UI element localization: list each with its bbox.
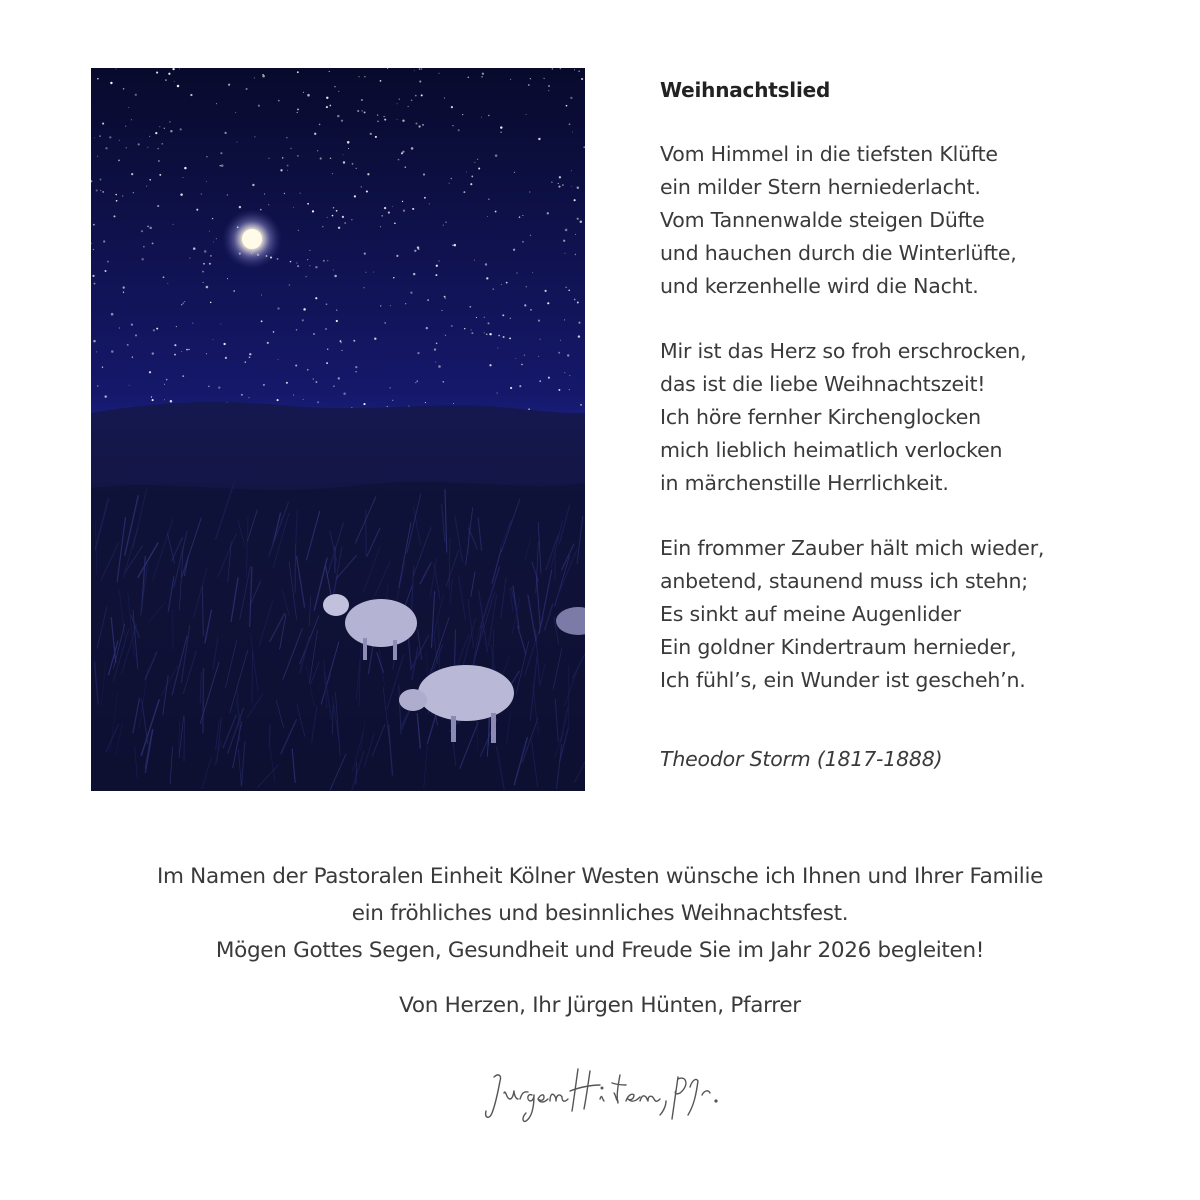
poem-line: das ist die liebe Weihnachtszeit!: [660, 372, 986, 396]
stanza-1: [660, 138, 1180, 303]
poem-line: Vom Himmel in die tiefsten Klüfte: [660, 142, 998, 166]
poem-line: Ein frommer Zauber hält mich wieder,: [660, 536, 1045, 560]
poem-title: Weihnachtslied: [660, 78, 831, 102]
stanza-3: [660, 532, 1180, 697]
poem-line: und kerzenhelle wird die Nacht.: [660, 274, 979, 298]
poem-author: Theodor Storm (1817-1888): [660, 747, 943, 771]
greeting-line: ein fröhliches und besinnliches Weihnachtsfest.: [351, 901, 849, 926]
poem-line: und hauchen durch die Winterlüfte,: [660, 241, 1017, 265]
night-sheep-picture: [91, 68, 585, 791]
signature-drawing: [480, 1055, 730, 1135]
greeting-line: Im Namen der Pastoralen Einheit Kölner Westen wünsche ich Ihnen und Ihrer Familie: [156, 864, 1044, 889]
night-landscape-illustration: [91, 68, 585, 791]
poem-line: Mir ist das Herz so froh erschrocken,: [660, 339, 1027, 363]
moon: [242, 229, 262, 249]
stanza-2: [660, 335, 1180, 500]
poem-line: Vom Tannenwalde steigen Düfte: [660, 208, 985, 232]
poem: [660, 78, 1180, 771]
poem-line: Ich höre fernher Kirchenglocken: [660, 405, 981, 429]
poem-line: anbetend, staunend muss ich stehn;: [660, 569, 1029, 593]
poem-line: Es sinkt auf meine Augenlider: [660, 602, 961, 626]
handwritten-signature: [480, 1055, 730, 1135]
closing-line: Von Herzen, Ihr Jürgen Hünten, Pfarrer: [399, 993, 801, 1018]
greeting-line: Mögen Gottes Segen, Gesundheit und Freude Sie im Jahr 2026 begleiten!: [215, 938, 985, 963]
poem-line: mich lieblich heimatlich verlocken: [660, 438, 1003, 462]
poem-line: Ich fühl’s, ein Wunder ist gescheh’n.: [660, 668, 1026, 692]
poem-line: Ein goldner Kindertraum hernieder,: [660, 635, 1017, 659]
poem-line: in märchenstille Herrlichkeit.: [660, 471, 949, 495]
greeting: [0, 858, 1200, 1018]
hill-front: [91, 482, 585, 791]
poem-line: ein milder Stern herniederlacht.: [660, 175, 981, 199]
